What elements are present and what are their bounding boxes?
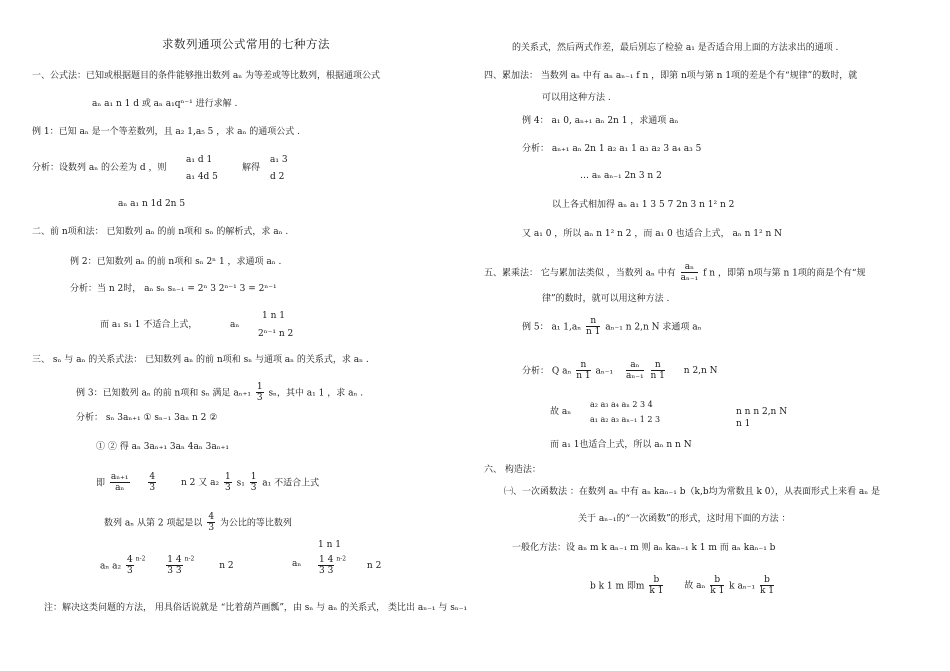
example-5-product-tail: n n n 2,n N xyxy=(736,407,788,417)
example-4-analysis-4: 又 a₁ 0 ，所以 aₙ n 1² n 2 ，而 a₁ 0 也适合上式， aₙ n 1² n N xyxy=(522,229,783,239)
example-3-analysis-4: 数列 aₙ 从第 2 项起是以 $\frac{4}{3}$ 为公比的等比数列 xyxy=(104,512,292,534)
page-title: 求数列通项公式常用的七种方法 xyxy=(162,37,330,51)
example-2-note: 而 a₁ s₁ 1 不适合上式， xyxy=(100,320,198,330)
note-line: 注：解决这类问题的方法， 用具俗话说就是 “比着葫芦画瓢”，由 sₙ 与 aₙ 的关系式， 类比出 aₙ₋₁ 与 sₙ₋₁ xyxy=(44,603,468,613)
example-1-solve: 解得 xyxy=(242,163,261,173)
example-2-piece-lhs: aₙ xyxy=(230,320,240,330)
section-6-line-1: ㈠、一次函数法 ：在数列 aₙ 中有 aₙ kaₙ₋₁ b（k,b均为常数且 k 0），从表面形式上来看 aₙ 是 xyxy=(504,487,880,497)
example-5-product-lhs: 故 aₙ xyxy=(550,407,572,417)
example-1-result: aₙ a₁ n 1d 2n 5 xyxy=(118,199,186,209)
example-5-product-row2: a₁ a₂ a₃ aₙ₋₁ 1 2 3 xyxy=(590,415,661,424)
example-1-solution-1: a₁ 3 xyxy=(270,155,288,165)
section-2-heading: 二、前 n项和法： 已知数列 aₙ 的前 n项和 sₙ 的解析式，求 aₙ . xyxy=(32,227,289,237)
example-5-final: 而 a₁ 1也适合上式，所以 aₙ n n N xyxy=(550,440,692,450)
example-3-tail: sₙ，其中 a₁ 1 ，求 aₙ . xyxy=(268,388,364,399)
example-5-product-tail-d: n 1 xyxy=(736,419,751,429)
example-3-analysis-2: ① ② 得 aₙ 3aₙ₊₁ 3aₙ 4aₙ 3aₙ₊₁ xyxy=(96,442,229,452)
example-3-result-2-row2: $\frac{1 4}{3 3}$ $^{n-2}$ n 2 xyxy=(319,555,382,577)
section-6-line-2: 关于 aₙ₋₁的“一次函数”的形式，这时用下面的方法 ： xyxy=(578,514,791,524)
example-5: 例 5： a₁ 1,aₙ $\frac{n}{n 1}$ aₙ₋₁ n 2,n N 求通项 aₙ xyxy=(522,316,702,338)
example-2: 例 2：已知数列 aₙ 的前 n项和 sₙ 2ⁿ 1 ，求通项 aₙ . xyxy=(70,257,282,267)
example-1-analysis: 分析：设数列 aₙ 的公差为 d ，则 xyxy=(32,163,167,173)
example-3-analysis-1: 分析： sₙ 3aₙ₊₁ ① sₙ₋₁ 3aₙ n 2 ② xyxy=(76,413,218,423)
example-5-product-row1: a₂ a₃ a₄ aₙ 2 3 4 xyxy=(590,400,653,409)
section-5-heading: 五、累乘法： 它与累加法类似 ，当数列 aₙ 中有 $\frac{\text{aₙ}}{\text{aₙ₋₁}}$ f n ，即第 n项与第 n 1项的商是个有“规 xyxy=(484,262,866,284)
example-2-piece-2: 2ⁿ⁻¹ n 2 xyxy=(258,329,294,339)
example-2-piece-1: 1 n 1 xyxy=(262,311,285,321)
example-3-fraction: $\frac{1}{3}$ xyxy=(256,382,263,404)
example-1-system-1: a₁ d 1 xyxy=(186,155,213,165)
example-3-result-2-row1: 1 n 1 xyxy=(318,540,341,550)
example-1-solution-2: d 2 xyxy=(270,172,285,182)
example-3-analysis-3: 即 $\frac{\text{aₙ₊₁}}{\text{aₙ}}$ $\frac{4}{3}$ n 2 又 a₂ $\frac{1}{3}$ s₁ $\frac{1}{3}$ a₁ 不适合上式 xyxy=(96,472,320,494)
section-1-heading: 一、公式法：已知或根据题目的条件能够推出数列 aₙ 为等差或等比数列，根据通项公式 xyxy=(32,71,380,81)
section-5-heading-2: 律”的数时，就可以用这种方法 . xyxy=(542,294,670,304)
example-4-analysis-1: 分析： aₙ₊₁ aₙ 2n 1 a₂ a₁ 1 a₃ a₂ 3 a₄ a₃ 5 xyxy=(522,144,702,154)
section-4-heading: 四、累加法： 当数列 aₙ 中有 aₙ aₙ₋₁ f n ，即第 n项与第 n 1项的差是个有“规律”的数时，就 xyxy=(484,71,858,81)
example-3-result: aₙ a₂ $\frac{4}{3}$ $^{n-2}$ $\frac{1 4}{3 3}$ $^{n-2}$ n 2 xyxy=(100,555,234,577)
section-6-heading: 六、 构造法： xyxy=(484,465,541,475)
example-4-analysis-3: 以上各式相加得 aₙ a₁ 1 3 5 7 2n 3 n 1² n 2 xyxy=(552,200,735,210)
section-3-heading: 三、 sₙ 与 aₙ 的关系式法： 已知数列 aₙ 的前 n项和 sₙ 与通项 aₙ 的关系式，求 aₙ . xyxy=(32,355,369,365)
note-continued: 的关系式，然后两式作差，最后别忘了检验 a₁ 是否适合用上面的方法求出的通项 . xyxy=(512,43,839,53)
section-1-formula: aₙ a₁ n 1 d 或 aₙ a₁qⁿ⁻¹ 进行求解 . xyxy=(92,99,238,109)
example-4: 例 4： a₁ 0, aₙ₊₁ aₙ 2n 1 ，求通项 aₙ xyxy=(522,116,679,126)
example-3 xyxy=(76,382,363,404)
example-2-analysis: 分析：当 n 2时， aₙ sₙ sₙ₋₁ = 2ⁿ 3 2ⁿ⁻¹ 3 = 2ⁿ⁻¹ xyxy=(70,284,277,294)
example-5-analysis: 分析： Q aₙ $\frac{n}{n 1}$ aₙ₋₁ $\frac{\text{aₙ}}{\text{aₙ₋₁}}$ $\frac{n}{n 1}$ n 2,n N xyxy=(522,360,718,382)
section-6-line-3: 一般化方法：设 aₙ m k aₙ₋₁ m 则 aₙ kaₙ₋₁ k 1 m 而 aₙ kaₙ₋₁ b xyxy=(512,543,776,553)
section-4-heading-2: 可以用这种方法 . xyxy=(542,93,611,103)
example-3-result-2-lhs: aₙ xyxy=(292,559,302,569)
example-1-system-2: a₁ 4d 5 xyxy=(186,172,218,182)
section-6-line-4: b k 1 m 即m $\frac{b}{k 1}$ 故 aₙ $\frac{b}{k 1}$ k aₙ₋₁ $\frac{b}{k 1}$ xyxy=(590,575,775,597)
example-4-analysis-2: … aₙ aₙ₋₁ 2n 3 n 2 xyxy=(580,171,662,181)
example-1: 例 1：已知 aₙ 是一个等差数列，且 a₂ 1,a₅ 5 ，求 aₙ 的通项公式 . xyxy=(32,127,300,137)
example-3-lead: 例 3：已知数列 aₙ 的前 n项和 sₙ 满足 aₙ₊₁ xyxy=(76,388,251,399)
